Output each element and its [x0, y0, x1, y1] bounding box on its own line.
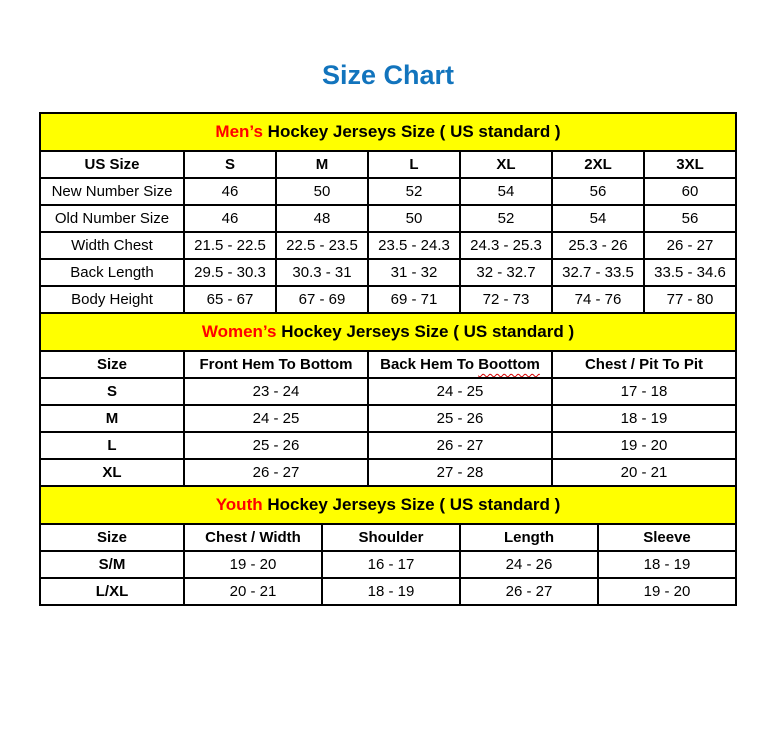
column-header: 3XL [644, 151, 736, 178]
table-cell: 18 - 19 [598, 551, 736, 578]
mens-section-header [40, 113, 736, 151]
mens-header-highlight: Men’s [215, 122, 263, 141]
row-label: L [40, 432, 184, 459]
table-cell: 19 - 20 [184, 551, 322, 578]
table-cell: 31 - 32 [368, 259, 460, 286]
womens-size-table [39, 312, 737, 487]
column-header: XL [460, 151, 552, 178]
table-row [40, 578, 736, 605]
table-cell: 20 - 21 [552, 459, 736, 486]
table-cell: 32.7 - 33.5 [552, 259, 644, 286]
table-row [40, 232, 736, 259]
table-cell: 25 - 26 [368, 405, 552, 432]
column-header: Sleeve [598, 524, 736, 551]
table-row [40, 459, 736, 486]
table-cell: 46 [184, 205, 276, 232]
table-cell: 21.5 - 22.5 [184, 232, 276, 259]
table-cell: 16 - 17 [322, 551, 460, 578]
table-cell: 29.5 - 30.3 [184, 259, 276, 286]
table-cell: 52 [460, 205, 552, 232]
column-header: S [184, 151, 276, 178]
youth-section-band [40, 486, 736, 524]
table-cell: 24.3 - 25.3 [460, 232, 552, 259]
table-cell: 60 [644, 178, 736, 205]
table-cell: 22.5 - 23.5 [276, 232, 368, 259]
table-cell: 24 - 26 [460, 551, 598, 578]
table-cell: 26 - 27 [460, 578, 598, 605]
table-cell: 25 - 26 [184, 432, 368, 459]
column-header: Length [460, 524, 598, 551]
table-cell: 19 - 20 [552, 432, 736, 459]
table-cell: 30.3 - 31 [276, 259, 368, 286]
row-label: New Number Size [40, 178, 184, 205]
table-cell: 50 [368, 205, 460, 232]
youth-header-highlight: Youth [215, 495, 263, 514]
table-cell: 56 [644, 205, 736, 232]
table-cell: 24 - 25 [184, 405, 368, 432]
table-cell: 26 - 27 [184, 459, 368, 486]
mens-column-header-row [40, 151, 736, 178]
table-cell: 67 - 69 [276, 286, 368, 313]
table-cell: 18 - 19 [322, 578, 460, 605]
column-header: Front Hem To Bottom [184, 351, 368, 378]
column-header: 2XL [552, 151, 644, 178]
womens-column-header-row [40, 351, 736, 378]
youth-size-table [39, 485, 737, 606]
table-cell: 48 [276, 205, 368, 232]
womens-section-header [40, 313, 736, 351]
mens-section-band [40, 113, 736, 151]
table-row [40, 551, 736, 578]
row-label: L/XL [40, 578, 184, 605]
row-label: XL [40, 459, 184, 486]
table-cell: 72 - 73 [460, 286, 552, 313]
row-label: M [40, 405, 184, 432]
table-row [40, 286, 736, 313]
table-cell: 74 - 76 [552, 286, 644, 313]
womens-header-highlight: Women’s [201, 322, 277, 341]
table-row [40, 178, 736, 205]
table-cell: 25.3 - 26 [552, 232, 644, 259]
table-cell: 65 - 67 [184, 286, 276, 313]
table-cell: 17 - 18 [552, 378, 736, 405]
row-label: Body Height [40, 286, 184, 313]
table-cell: 20 - 21 [184, 578, 322, 605]
table-cell: 23 - 24 [184, 378, 368, 405]
page-title: Size Chart [321, 60, 455, 90]
table-cell: 32 - 32.7 [460, 259, 552, 286]
table-cell: 69 - 71 [368, 286, 460, 313]
row-label: Old Number Size [40, 205, 184, 232]
column-header: L [368, 151, 460, 178]
table-row [40, 205, 736, 232]
table-cell: 54 [460, 178, 552, 205]
youth-header-text: Hockey Jerseys Size ( US standard ) [262, 495, 561, 514]
table-cell: 19 - 20 [598, 578, 736, 605]
table-row [40, 432, 736, 459]
table-cell: 50 [276, 178, 368, 205]
column-header: Shoulder [322, 524, 460, 551]
table-cell: 52 [368, 178, 460, 205]
table-cell: 46 [184, 178, 276, 205]
table-cell: 33.5 - 34.6 [644, 259, 736, 286]
table-row [40, 405, 736, 432]
table-row [40, 378, 736, 405]
table-cell: 23.5 - 24.3 [368, 232, 460, 259]
youth-section-header [40, 486, 736, 524]
table-cell: 24 - 25 [368, 378, 552, 405]
column-header: Chest / Pit To Pit [552, 351, 736, 378]
row-label: Width Chest [40, 232, 184, 259]
table-row [40, 259, 736, 286]
size-chart [39, 112, 737, 606]
column-header: Size [40, 524, 184, 551]
row-label: S [40, 378, 184, 405]
table-cell: 27 - 28 [368, 459, 552, 486]
row-label: S/M [40, 551, 184, 578]
womens-section-band [40, 313, 736, 351]
column-header: US Size [40, 151, 184, 178]
womens-header-text: Hockey Jerseys Size ( US standard ) [276, 322, 575, 341]
column-header: Chest / Width [184, 524, 322, 551]
page [0, 60, 776, 606]
mens-size-table [39, 112, 737, 314]
mens-header-text: Hockey Jerseys Size ( US standard ) [262, 122, 561, 141]
table-cell: 26 - 27 [368, 432, 552, 459]
table-cell: 77 - 80 [644, 286, 736, 313]
table-cell: 56 [552, 178, 644, 205]
youth-column-header-row [40, 524, 736, 551]
misspelled-word: Boottom [478, 356, 540, 373]
column-header-text: Back Hem To [380, 356, 479, 373]
row-label: Back Length [40, 259, 184, 286]
table-cell: 54 [552, 205, 644, 232]
column-header [368, 351, 552, 378]
table-cell: 18 - 19 [552, 405, 736, 432]
table-cell: 26 - 27 [644, 232, 736, 259]
column-header: Size [40, 351, 184, 378]
column-header: M [276, 151, 368, 178]
